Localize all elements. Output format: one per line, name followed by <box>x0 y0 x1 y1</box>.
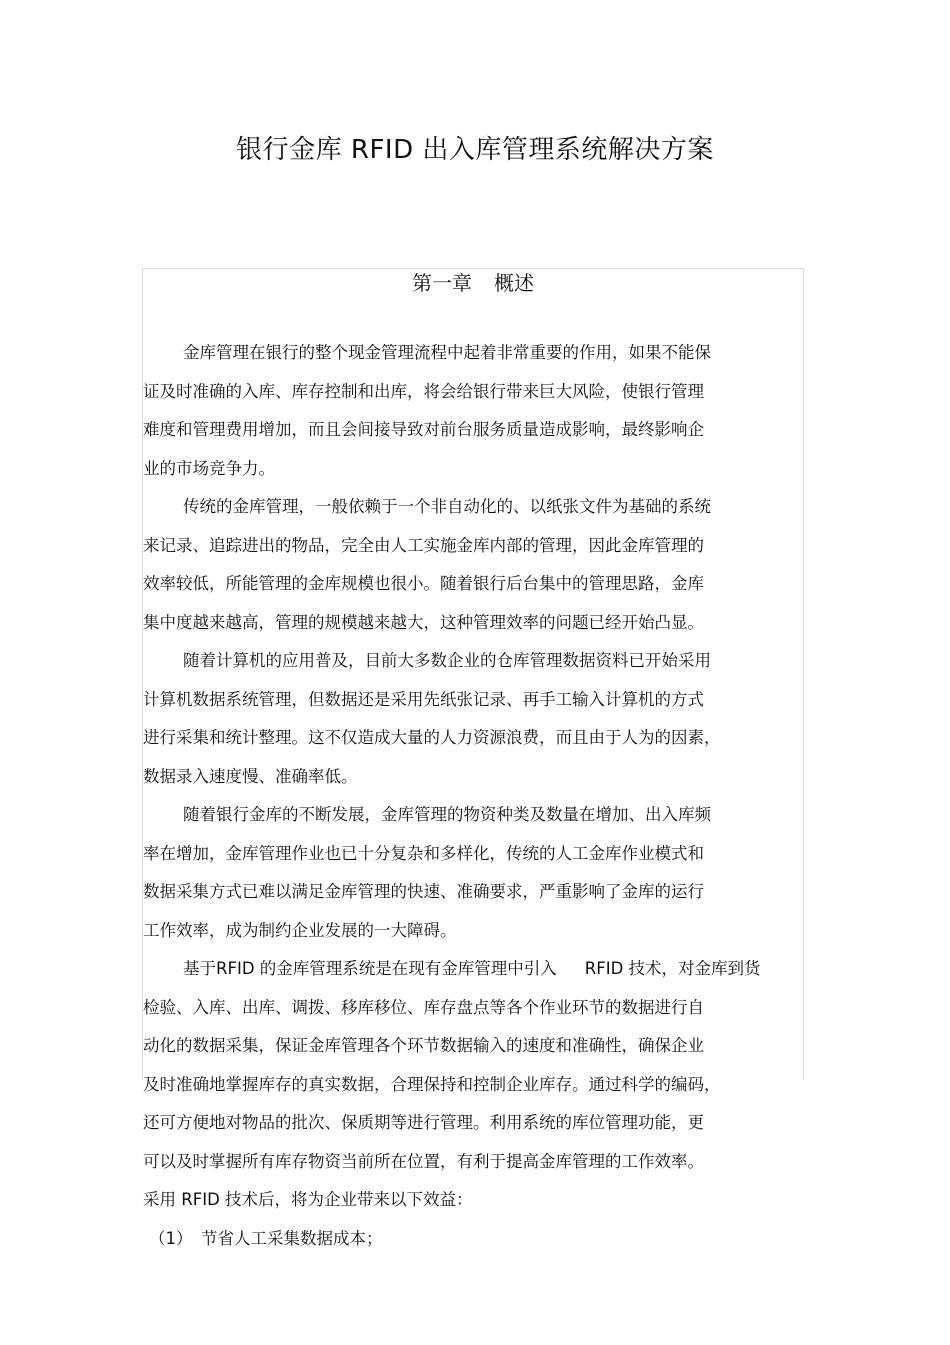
paragraph-line: 金库管理在银行的整个现金管理流程中起着非常重要的作用，如果不能保 <box>183 343 711 362</box>
paragraph-line: 集中度越来越高，管理的规模越来越大，这种管理效率的问题已经开始凸显。 <box>143 612 704 632</box>
paragraph-line: 业的市场竞争力。 <box>143 458 275 478</box>
paragraph-line: 传统的金库管理，一般依赖于一个非自动化的、以纸张文件为基础的系统 <box>183 497 711 516</box>
paragraph-line-part: 基于RFID 的金库管理系统是在现有金库管理中引入 <box>183 959 557 978</box>
paragraph-line-part: RFID 技术，对金库到货 <box>584 959 761 978</box>
paragraph-line <box>143 950 803 989</box>
paragraph <box>143 488 803 642</box>
paragraph-line: 检验、入库、出库、调拨、移库移位、库存盘点等各个作业环节的数据进行自 <box>143 997 704 1017</box>
benefits-intro: 采用 RFID 技术后，将为企业带来以下效益： <box>143 1190 473 1209</box>
paragraph-line: 数据采集方式已难以满足金库管理的快速、准确要求，严重影响了金库的运行 <box>143 882 704 901</box>
paragraph-line: 数据录入速度慢、准确率低。 <box>143 766 358 786</box>
chapter-number: 第一章 <box>412 271 472 295</box>
benefit-text: 节省人工采集数据成本； <box>201 1228 383 1248</box>
paragraph <box>143 950 803 1181</box>
paragraph-line: 随着银行金库的不断发展，金库管理的物资种类及数量在增加、出入库频 <box>183 805 711 824</box>
paragraph-line: 可以及时掌握所有库存物资当前所在位置，有利于提高金库管理的工作效率。 <box>143 1151 704 1171</box>
paragraph <box>143 334 803 488</box>
body-text <box>143 334 803 1258</box>
paragraph-line: 动化的数据采集，保证金库管理各个环节数据输入的速度和准确性，确保企业 <box>143 1036 704 1055</box>
paragraph <box>143 642 803 796</box>
paragraph-line: 效率较低，所能管理的金库规模也很小。随着银行后台集中的管理思路，金库 <box>143 574 704 593</box>
paragraph-line: 随着计算机的应用普及，目前大多数企业的仓库管理数据资料已开始采用 <box>183 651 711 670</box>
paragraph-line: 证及时准确的入库、库存控制和出库，将会给银行带来巨大风险，使银行管理 <box>143 381 704 401</box>
paragraph-line: 工作效率，成为制约企业发展的一大障碍。 <box>143 920 457 940</box>
paragraph-line: 及时准确地掌握库存的真实数据，合理保持和控制企业库存。通过科学的编码， <box>143 1074 721 1094</box>
chapter-name: 概述 <box>494 271 534 295</box>
paragraph-line: 计算机数据系统管理，但数据还是采用先纸张记录、再手工输入计算机的方式 <box>143 689 704 709</box>
paragraph-line: 进行采集和统计整理。这不仅造成大量的人力资源浪费，而且由于人为的因素， <box>143 728 721 747</box>
paragraph <box>143 796 803 950</box>
paragraph-line: 率在增加，金库管理作业也已十分复杂和多样化，传统的人工金库作业模式和 <box>143 843 704 863</box>
paragraph-line: 来记录、追踪进出的物品，完全由人工实施金库内部的管理，因此金库管理的 <box>143 535 704 555</box>
benefit-number: （1） <box>149 1228 193 1248</box>
paragraph-line: 难度和管理费用增加，而且会间接导致对前台服务质量造成影响，最终影响企 <box>143 420 704 439</box>
document-title: 银行金库 RFID 出入库管理系统解决方案 <box>236 135 714 165</box>
benefit-item <box>143 1220 803 1259</box>
paragraph-line: 还可方便地对物品的批次、保质期等进行管理。利用系统的库位管理功能，更 <box>143 1113 704 1132</box>
chapter-heading <box>0 268 946 298</box>
